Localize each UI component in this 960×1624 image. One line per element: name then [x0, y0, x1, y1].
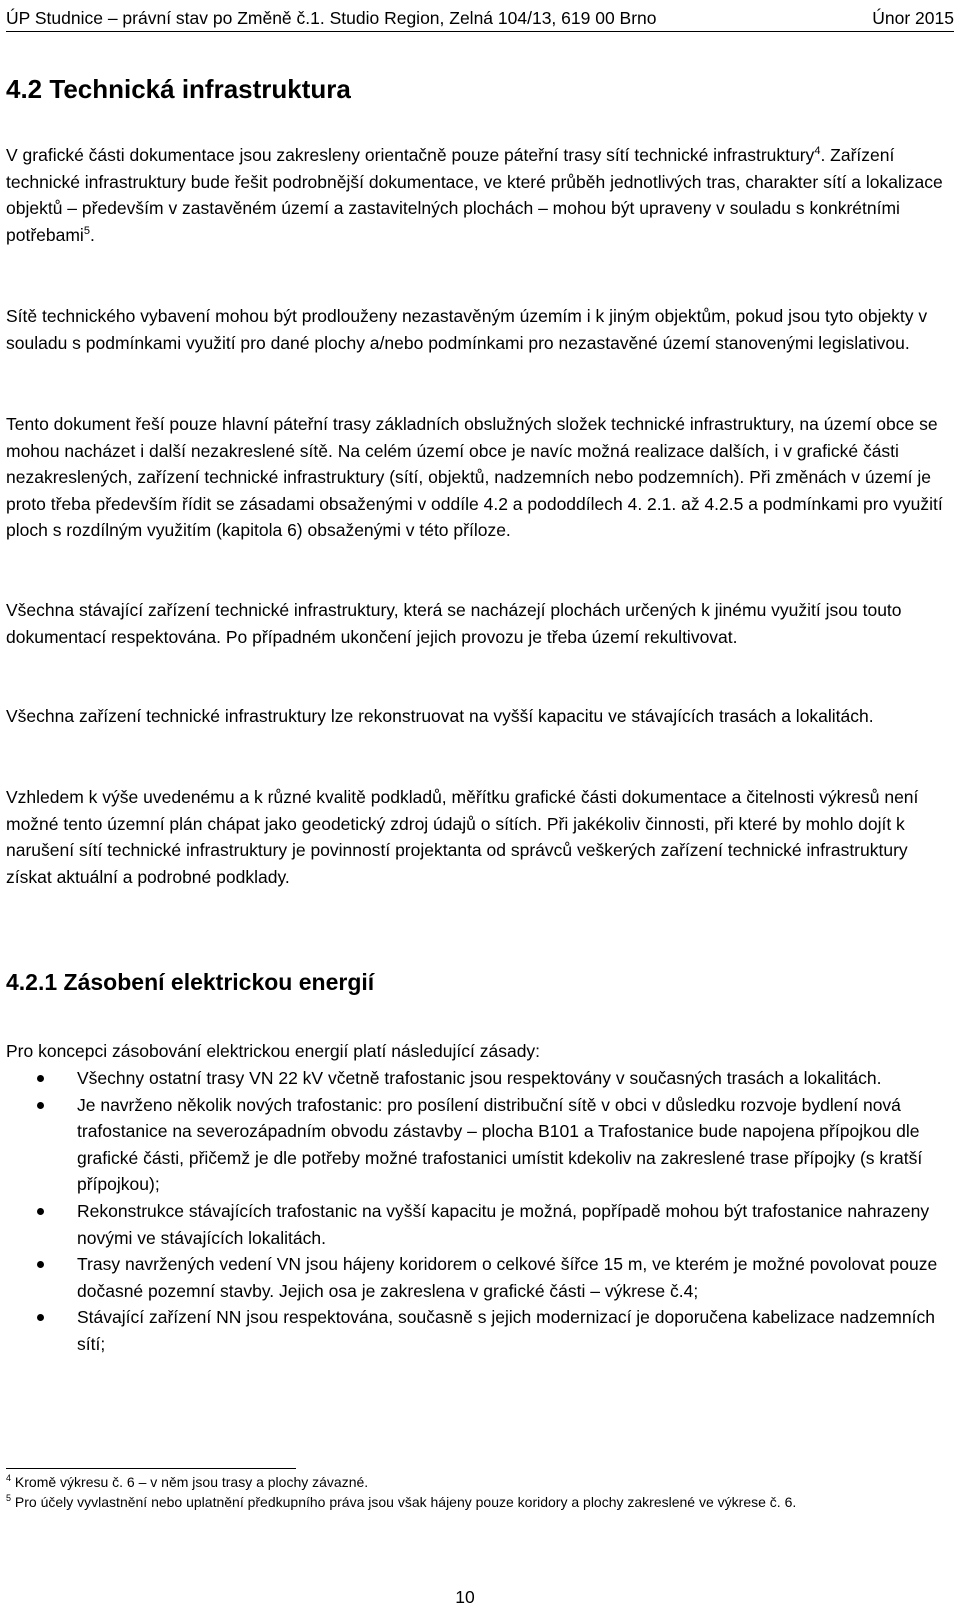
footnote-number: 4: [6, 1473, 12, 1483]
page-header: [6, 4, 954, 32]
footnote-4: [6, 1472, 954, 1492]
bullet-icon: [37, 1261, 44, 1268]
footnote-ref-5: 5: [83, 224, 90, 237]
list-item-text: Trasy navržených vedení VN jsou hájeny koridorem o celkové šířce 15 m, ve kterém je možné povolovat pouze dočasné pozemní stavby. Jejich osa je zakreslena v grafické části – výkrese č.4;: [77, 1254, 938, 1301]
list-item-text: Rekonstrukce stávajících trafostanic na vyšší kapacitu je možná, popřípadě mohou být trafostanice nahrazeny novými ve stávajících lokalitách.: [77, 1200, 930, 1248]
header-date: Únor 2015: [872, 8, 954, 28]
footnote-5: [6, 1492, 954, 1512]
list-item: [6, 1065, 954, 1092]
footnote-ref-4: 4: [814, 145, 821, 157]
list-item: [6, 1304, 954, 1357]
list-item-text: Je navrženo několik nových trafostanic: pro posílení distribuční sítě v obci v důsledku rozvoje bydlení nová trafostanice na severozápadním obvodu zástavby – plocha B101 a Trafostanice bude napojena přípojkou dle grafické části, přičemž je dle potřeby možné trafostanici umístit kdekoliv na zakreslené trase přípojky (s kratší přípojkou);: [77, 1094, 923, 1195]
bullet-icon: [37, 1208, 44, 1215]
section-title: 4.2 Technická infrastruktura: [6, 74, 351, 104]
paragraph-intro: [6, 142, 954, 248]
bullet-icon: [37, 1314, 44, 1321]
footnote-text: Pro účely vyvlastnění nebo uplatnění předkupního práva jsou však hájeny pouze koridory a plochy zakreslené ve výkrese č. 6.: [14, 1494, 797, 1510]
paragraph-extension: Sítě technického vybavení mohou být prodlouženy nezastavěným územím i k jiným objektům, pokud jsou tyto objekty v souladu s podmínkami využití pro dané plochy a/nebo podmínkami pro nezastavěné území stanovenými legislativou.: [6, 306, 928, 353]
list-item: [6, 1251, 954, 1304]
list-item: [6, 1198, 954, 1251]
paragraph-geodetic: Vzhledem k výše uvedenému a k různé kvalitě podkladů, měřítku grafické části dokumentace a čitelnosti výkresů není možné tento územní plán chápat jako geodetický zdroj údajů o sítích. Při jakékoliv činnosti, při které by mohlo dojít k narušení sítí technické infrastruktury je povinností projektanta od správců veškerých zařízení technické infrastruktury získat aktuální a podrobné podklady.: [6, 787, 919, 887]
subsection-intro: Pro koncepci zásobování elektrickou energií platí následující zásady:: [6, 1041, 541, 1061]
header-rule: [6, 31, 954, 32]
list-item-text: Stávající zařízení NN jsou respektována, současně s jejich modernizací je doporučena kabelizace nadzemních sítí;: [77, 1307, 935, 1354]
paragraph-main-routes: Tento dokument řeší pouze hlavní páteřní trasy základních obslužných složek technické infrastruktury, na území obce se mohou nacházet i další nezakreslené sítě. Na celém území obce je navíc možná realizace dalších, i v grafické části nezakreslených, zařízení technické infrastruktury (sítí, objektů, nadzemních nebo podzemních). Při změnách v území je proto třeba především řídit se zásadami obsaženými v oddíle 4.2 a pododdílech 4. 2.1. až 4.2.5 a podmínkami pro využití ploch s rozdílným využitím (kapitola 6) obsaženými v této příloze.: [6, 414, 943, 541]
footnote-number: 5: [6, 1493, 12, 1503]
footnote-separator: [6, 1468, 296, 1469]
bullet-icon: [37, 1075, 44, 1082]
footnotes: [6, 1472, 954, 1512]
list-item-text: Všechny ostatní trasy VN 22 kV včetně trafostanic jsou respektovány v současných trasách a lokalitách.: [77, 1068, 882, 1088]
page-number: 10: [455, 1587, 475, 1607]
subsection-title: 4.2.1 Zásobení elektrickou energií: [6, 969, 375, 995]
bullet-list: [6, 1065, 954, 1358]
list-item: [6, 1092, 954, 1198]
paragraph-intro-part-1: V grafické části dokumentace jsou zakresleny orientačně pouze páteřní trasy sítí technické infrastruktury: [6, 145, 815, 165]
paragraph-existing: Všechna stávající zařízení technické infrastruktury, která se nacházejí plochách určených k jinému využití jsou touto dokumentací respektována. Po případném ukončení jejich provozu je třeba území rekultivovat.: [6, 600, 902, 647]
paragraph-intro-part-3: .: [89, 224, 95, 245]
footnote-text: Kromě výkresu č. 6 – v něm jsou trasy a plochy závazné.: [14, 1474, 369, 1490]
paragraph-intro-part-2: . Zařízení technické infrastruktury bude řešit podrobnější dokumentace, ve které průběh jednotlivých tras, charakter sítí a lokalizace objektů – především v zastavěném území a zastavitelných plochách – mohou být upraveny v souladu s konkrétními potřebami: [6, 145, 943, 245]
paragraph-reconstruction: Všechna zařízení technické infrastruktury lze rekonstruovat na vyšší kapacitu ve stávajících trasách a lokalitách.: [6, 706, 874, 726]
header-left-text: ÚP Studnice – právní stav po Změně č.1. Studio Region, Zelná 104/13, 619 00 Brno: [6, 8, 657, 28]
bullet-icon: [37, 1102, 44, 1109]
